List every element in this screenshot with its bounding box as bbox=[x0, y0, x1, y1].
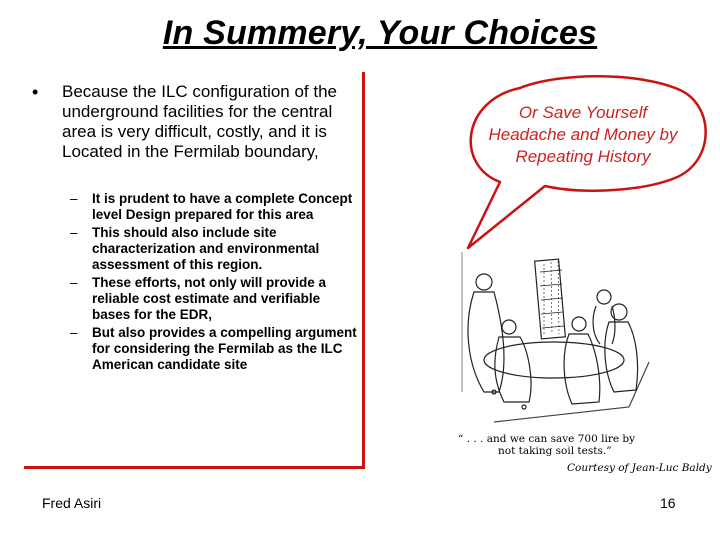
sub-bullet-text: This should also include site characterization and environmental assessment of this region. bbox=[92, 225, 320, 272]
cartoon-caption bbox=[458, 433, 658, 457]
cartoon-illustration bbox=[454, 242, 654, 432]
cartoon-caption-line: not taking soil tests.” bbox=[498, 445, 612, 457]
dash-marker: – bbox=[70, 325, 78, 340]
sub-bullet-text: These efforts, not only will provide a reliable cost estimate and verifiable bases for the EDR, bbox=[92, 275, 327, 322]
sub-bullet-text: But also provides a compelling argument for considering the Fermilab as the ILC American candidate site bbox=[92, 325, 357, 372]
cartoon-credit: Courtesy of Jean-Luc Baldy bbox=[567, 462, 712, 474]
speech-bubble-text: Or Save Yourself Headache and Money by Repeating History bbox=[488, 103, 678, 166]
page-number: 16 bbox=[660, 495, 676, 511]
main-bullet-text: Because the ILC configuration of the underground facilities for the central area is very difficult, costly, and it is Located in the Fermilab boundary, bbox=[62, 82, 338, 161]
dash-marker: – bbox=[70, 225, 78, 240]
slide-title: In Summery, Your Choices bbox=[162, 14, 598, 52]
dash-marker: – bbox=[70, 191, 78, 206]
main-bullet-marker: • bbox=[32, 82, 39, 102]
footer-author: Fred Asiri bbox=[42, 495, 102, 511]
cartoon-caption-line: “ . . . and we can save 700 lire by bbox=[458, 433, 636, 445]
dash-marker: – bbox=[70, 275, 78, 290]
sub-bullet-text: It is prudent to have a complete Concept level Design prepared for this area bbox=[92, 191, 353, 222]
